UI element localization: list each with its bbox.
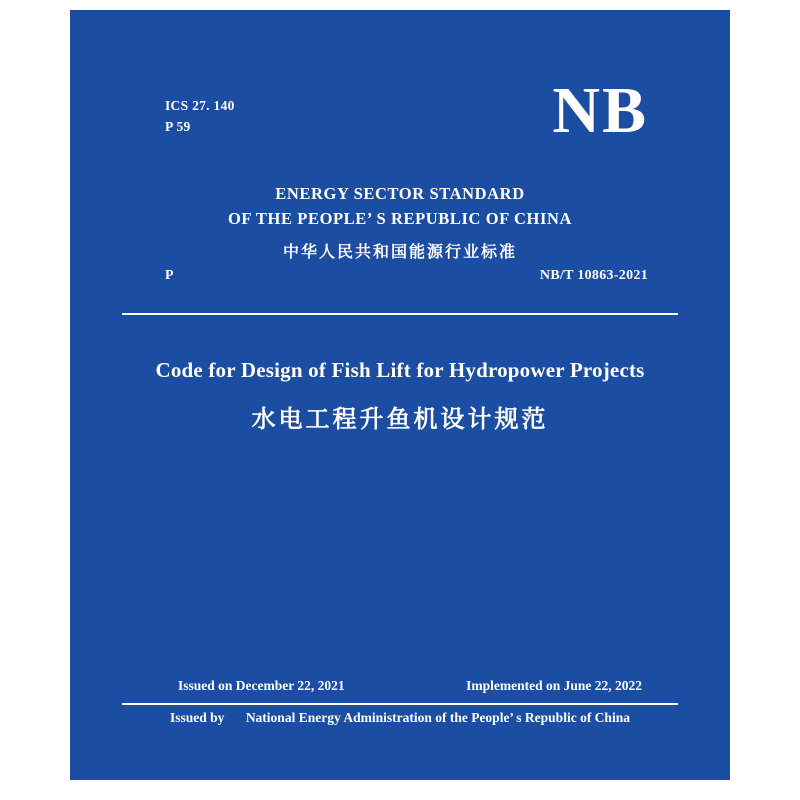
divider-bottom <box>122 703 678 705</box>
issuer-name: National Energy Administration of the People’ s Republic of China <box>245 710 630 725</box>
nb-logo: NB <box>552 74 648 147</box>
ics-number: ICS 27. 140 <box>165 98 235 113</box>
classification-block <box>165 96 235 138</box>
divider-top <box>122 313 678 315</box>
org-line-english-2: OF THE PEOPLE’ S REPUBLIC OF CHINA <box>227 208 573 228</box>
category-letter: P <box>165 268 174 283</box>
cover-top-row <box>70 74 730 168</box>
title-chinese: 水电工程升鱼机设计规范 <box>251 405 549 433</box>
title-english: Code for Design of Fish Lift for Hydropower Projects <box>155 358 645 382</box>
org-line-english-1: ENERGY SECTOR STANDARD <box>275 184 525 203</box>
issue-date: Issued on December 22, 2021 <box>178 678 345 693</box>
category-number: P 59 <box>165 118 191 134</box>
issuer-row <box>70 710 730 726</box>
implementation-date: Implemented on June 22, 2022 <box>466 678 642 693</box>
org-line-chinese: 中华人民共和国能源行业标准 <box>282 241 517 261</box>
document-title-block <box>70 358 730 434</box>
issuing-organization <box>70 182 730 262</box>
issuer-label: Issued by <box>170 710 225 725</box>
dates-row <box>70 678 730 698</box>
standard-cover <box>70 10 730 780</box>
standard-number: NB/T 10863-2021 <box>539 268 648 283</box>
standard-code-row <box>70 268 730 292</box>
